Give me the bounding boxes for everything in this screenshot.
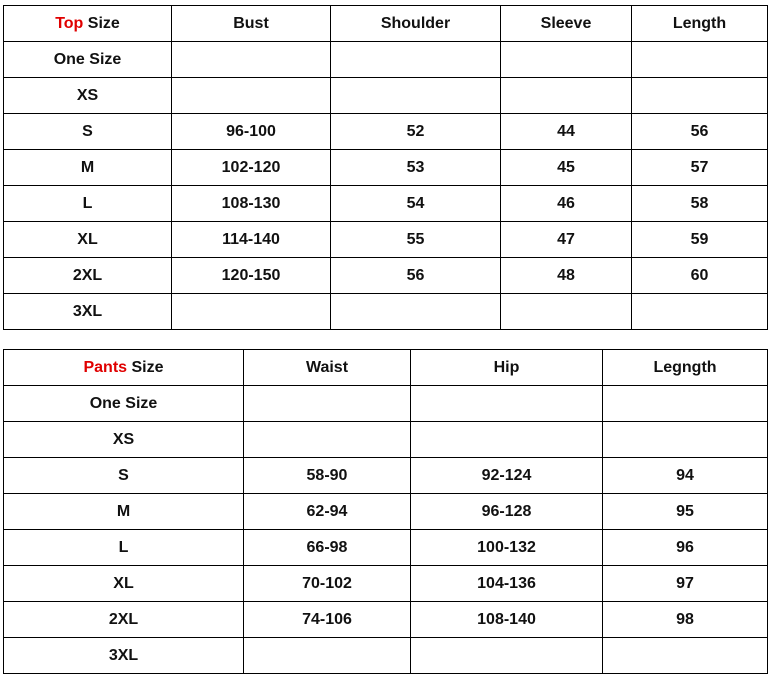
measurement-cell	[172, 42, 331, 78]
measurement-cell: 108-140	[411, 602, 603, 638]
measurement-cell	[411, 422, 603, 458]
table-row	[4, 422, 768, 458]
measurement-cell: 60	[632, 258, 768, 294]
measurement-cell	[331, 78, 501, 114]
size-label-cell: One Size	[4, 386, 244, 422]
table-row	[4, 258, 768, 294]
size-label-cell: XS	[4, 422, 244, 458]
measurement-cell	[603, 422, 768, 458]
pants-size-header	[4, 350, 244, 386]
measurement-cell: 47	[501, 222, 632, 258]
measurement-cell: 108-130	[172, 186, 331, 222]
table-row	[4, 294, 768, 330]
column-header-bust: Bust	[172, 6, 331, 42]
size-label-cell: XL	[4, 566, 244, 602]
measurement-cell: 46	[501, 186, 632, 222]
measurement-cell: 44	[501, 114, 632, 150]
table-row	[4, 638, 768, 674]
pants-size-header-rest: Size	[127, 358, 164, 376]
table-row	[4, 114, 768, 150]
size-label-cell: 3XL	[4, 294, 172, 330]
pants-size-header-accent: Pants	[83, 358, 128, 376]
measurement-cell: 56	[331, 258, 501, 294]
measurement-cell	[411, 386, 603, 422]
measurement-cell: 96-100	[172, 114, 331, 150]
top-size-table	[3, 5, 768, 330]
measurement-cell	[244, 386, 411, 422]
measurement-cell: 74-106	[244, 602, 411, 638]
table-header-row	[4, 6, 768, 42]
top-size-header-rest: Size	[83, 14, 120, 32]
measurement-cell: 94	[603, 458, 768, 494]
size-label-cell: 2XL	[4, 258, 172, 294]
measurement-cell: 59	[632, 222, 768, 258]
measurement-cell	[331, 42, 501, 78]
measurement-cell	[244, 422, 411, 458]
measurement-cell: 62-94	[244, 494, 411, 530]
table-row	[4, 458, 768, 494]
measurement-cell: 96	[603, 530, 768, 566]
measurement-cell	[501, 294, 632, 330]
size-label-cell: M	[4, 494, 244, 530]
measurement-cell: 57	[632, 150, 768, 186]
measurement-cell: 96-128	[411, 494, 603, 530]
column-header-hip: Hip	[411, 350, 603, 386]
measurement-cell: 120-150	[172, 258, 331, 294]
column-header-length: Length	[632, 6, 768, 42]
measurement-cell: 102-120	[172, 150, 331, 186]
measurement-cell	[603, 638, 768, 674]
measurement-cell	[244, 638, 411, 674]
table-row	[4, 386, 768, 422]
pants-size-table	[3, 349, 768, 674]
measurement-cell	[411, 638, 603, 674]
measurement-cell: 95	[603, 494, 768, 530]
size-label-cell: One Size	[4, 42, 172, 78]
measurement-cell: 66-98	[244, 530, 411, 566]
size-label-cell: L	[4, 186, 172, 222]
table-row	[4, 78, 768, 114]
size-label-cell: XL	[4, 222, 172, 258]
measurement-cell: 56	[632, 114, 768, 150]
measurement-cell	[501, 42, 632, 78]
table-row	[4, 494, 768, 530]
measurement-cell	[603, 386, 768, 422]
measurement-cell	[172, 294, 331, 330]
column-header-sleeve: Sleeve	[501, 6, 632, 42]
size-label-cell: S	[4, 114, 172, 150]
measurement-cell: 104-136	[411, 566, 603, 602]
size-label-cell: M	[4, 150, 172, 186]
measurement-cell	[331, 294, 501, 330]
measurement-cell: 70-102	[244, 566, 411, 602]
measurement-cell: 54	[331, 186, 501, 222]
table-header-row	[4, 350, 768, 386]
table-row	[4, 530, 768, 566]
measurement-cell: 58-90	[244, 458, 411, 494]
measurement-cell	[632, 42, 768, 78]
table-row	[4, 222, 768, 258]
measurement-cell: 55	[331, 222, 501, 258]
measurement-cell: 98	[603, 602, 768, 638]
column-header-length: Legngth	[603, 350, 768, 386]
table-row	[4, 566, 768, 602]
measurement-cell: 100-132	[411, 530, 603, 566]
pants-size-table-body	[4, 350, 768, 674]
measurement-cell: 48	[501, 258, 632, 294]
table-row	[4, 42, 768, 78]
measurement-cell: 53	[331, 150, 501, 186]
measurement-cell	[501, 78, 632, 114]
measurement-cell: 97	[603, 566, 768, 602]
column-header-waist: Waist	[244, 350, 411, 386]
measurement-cell: 114-140	[172, 222, 331, 258]
table-row	[4, 150, 768, 186]
size-label-cell: 3XL	[4, 638, 244, 674]
measurement-cell	[172, 78, 331, 114]
size-label-cell: S	[4, 458, 244, 494]
table-row	[4, 602, 768, 638]
measurement-cell	[632, 294, 768, 330]
measurement-cell: 92-124	[411, 458, 603, 494]
top-size-header-accent: Top	[55, 14, 84, 32]
size-label-cell: 2XL	[4, 602, 244, 638]
top-size-table-body	[4, 6, 768, 330]
measurement-cell: 52	[331, 114, 501, 150]
measurement-cell: 58	[632, 186, 768, 222]
column-header-shoulder: Shoulder	[331, 6, 501, 42]
measurement-cell: 45	[501, 150, 632, 186]
top-size-header	[4, 6, 172, 42]
size-label-cell: L	[4, 530, 244, 566]
table-row	[4, 186, 768, 222]
measurement-cell	[632, 78, 768, 114]
size-label-cell: XS	[4, 78, 172, 114]
